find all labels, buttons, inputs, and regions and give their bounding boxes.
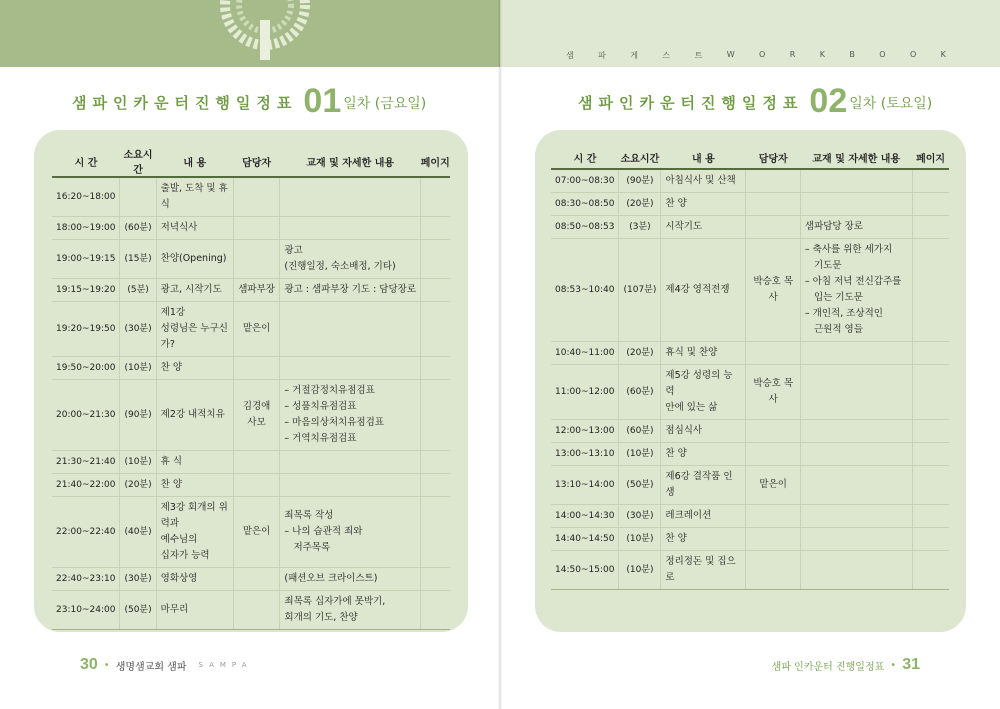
content-line: 제3강 회개의 위력과 — [160, 502, 228, 529]
content-cell — [156, 568, 233, 591]
duration-cell: (10분) — [619, 528, 661, 551]
time-cell: 14:00~14:30 — [551, 505, 619, 528]
time-cell: 08:30~08:50 — [551, 193, 619, 216]
content-line: 휴 식 — [160, 456, 183, 467]
column-header: 페이지 — [912, 146, 949, 169]
page-cell — [912, 342, 949, 365]
table-row — [52, 177, 450, 217]
table-row — [52, 357, 450, 380]
material-cell — [280, 357, 421, 380]
table-row — [52, 474, 450, 497]
left-title-day: 일차 (금요일) — [343, 96, 427, 112]
time-cell: 22:00~22:40 — [52, 497, 120, 568]
leader-cell — [746, 420, 800, 443]
material-cell — [800, 420, 912, 443]
time-cell: 16:20~18:00 — [52, 177, 120, 217]
table-row — [551, 193, 949, 216]
workbook-letter: 파 — [598, 51, 606, 60]
right-schedule-panel — [535, 130, 966, 632]
leader-cell — [746, 169, 800, 193]
leader-cell: 박승호 목사 — [746, 239, 800, 342]
duration-cell: (10분) — [120, 451, 156, 474]
content-cell — [661, 193, 746, 216]
leader-cell — [233, 568, 280, 591]
right-title-main: 샘파인카운터진행일정표 — [578, 94, 804, 112]
content-line: 성령님은 누구신가? — [160, 323, 228, 350]
column-header: 내 용 — [661, 146, 746, 169]
right-title-day-number: 02 — [809, 82, 848, 120]
workbook-letter: 스 — [662, 51, 671, 60]
material-line: 죄목록 십자가에 못박기, — [284, 596, 386, 607]
time-cell: 11:00~12:00 — [551, 365, 619, 420]
leader-cell: 샘파부장 — [233, 279, 280, 302]
material-cell — [800, 505, 912, 528]
duration-cell: (60분) — [619, 420, 661, 443]
material-cell — [280, 177, 421, 217]
material-cell — [280, 591, 421, 630]
left-schedule-table — [52, 146, 450, 630]
material-line: – 마음의상처치유점검표 — [284, 417, 384, 428]
material-cell — [800, 466, 912, 505]
page-cell — [912, 443, 949, 466]
column-header: 교재 및 자세한 내용 — [280, 146, 421, 177]
page-cell — [421, 591, 450, 630]
duration-cell: (5분) — [120, 279, 156, 302]
content-cell — [156, 357, 233, 380]
material-line: – 거역치유점검표 — [284, 433, 357, 444]
header-band-left — [0, 0, 500, 67]
content-cell — [156, 279, 233, 302]
page-cell — [421, 302, 450, 357]
content-line: 광고, 시작기도 — [160, 284, 222, 295]
table-row — [52, 240, 450, 279]
column-header: 소요시간 — [120, 146, 156, 177]
column-header: 시 간 — [551, 146, 619, 169]
duration-cell: (50분) — [619, 466, 661, 505]
table-header-row — [551, 146, 949, 169]
content-line: 정리정돈 및 집으로 — [665, 556, 736, 583]
duration-cell: (60분) — [619, 365, 661, 420]
workbook-letter: K — [819, 50, 825, 59]
leader-cell — [746, 505, 800, 528]
column-header: 교재 및 자세한 내용 — [800, 146, 912, 169]
decorative-crown-icon — [210, 0, 320, 67]
duration-cell: (30분) — [120, 302, 156, 357]
table-row — [551, 466, 949, 505]
duration-cell — [120, 177, 156, 217]
table-row — [551, 551, 949, 590]
workbook-letter: W — [726, 50, 735, 59]
content-line: 제1강 — [160, 307, 186, 318]
content-line: 영화상영 — [160, 573, 198, 584]
material-line: – 축사를 위한 세가지 — [804, 244, 893, 255]
material-cell — [800, 342, 912, 365]
leader-cell: 박승호 목사 — [746, 365, 800, 420]
content-cell — [661, 443, 746, 466]
time-cell: 19:00~19:15 — [52, 240, 120, 279]
workbook-letter: R — [789, 50, 796, 59]
time-cell: 19:15~19:20 — [52, 279, 120, 302]
material-cell — [800, 169, 912, 193]
page-cell — [912, 239, 949, 342]
content-line: 찬 양 — [160, 479, 183, 490]
content-cell — [661, 466, 746, 505]
content-cell — [156, 451, 233, 474]
table-row — [551, 443, 949, 466]
material-cell — [280, 302, 421, 357]
material-cell — [800, 443, 912, 466]
time-cell: 08:50~08:53 — [551, 216, 619, 239]
content-cell — [156, 177, 233, 217]
page-cell — [912, 193, 949, 216]
table-row — [52, 302, 450, 357]
page-cell — [912, 216, 949, 239]
table-row — [52, 451, 450, 474]
table-row — [551, 365, 949, 420]
table-row — [52, 380, 450, 451]
duration-cell: (20분) — [619, 193, 661, 216]
leader-cell — [233, 591, 280, 630]
content-cell — [156, 380, 233, 451]
leader-cell: 맡은이 — [233, 302, 280, 357]
table-row — [551, 528, 949, 551]
content-line: 십자가 능력 — [160, 550, 210, 561]
duration-cell: (30분) — [619, 505, 661, 528]
material-line: 입는 기도문 — [804, 292, 863, 303]
table-row — [551, 342, 949, 365]
time-cell: 07:00~08:30 — [551, 169, 619, 193]
content-cell — [661, 365, 746, 420]
material-line: – 거절감정치유점검표 — [284, 385, 375, 396]
content-cell — [661, 239, 746, 342]
leader-cell: 김경애 사모 — [233, 380, 280, 451]
material-line: – 개인적, 조상적인 — [804, 308, 883, 319]
content-line: 찬 양 — [160, 362, 183, 373]
content-line: 찬 양 — [665, 198, 687, 209]
time-cell: 10:40~11:00 — [551, 342, 619, 365]
right-page-title — [578, 82, 933, 120]
content-line: 제6강 결작품 인생 — [665, 471, 733, 498]
right-schedule-table — [551, 146, 949, 590]
content-cell — [661, 528, 746, 551]
leader-cell — [233, 177, 280, 217]
time-cell: 14:50~15:00 — [551, 551, 619, 590]
table-row — [52, 591, 450, 630]
workbook-letter: 트 — [694, 51, 703, 60]
workbook-letter: K — [940, 50, 946, 59]
table-row — [52, 568, 450, 591]
page-cell — [912, 466, 949, 505]
time-cell: 21:30~21:40 — [52, 451, 120, 474]
table-header-row — [52, 146, 450, 177]
content-cell — [661, 420, 746, 443]
material-cell — [800, 193, 912, 216]
time-cell: 23:10~24:00 — [52, 591, 120, 630]
content-line: 레크레이션 — [665, 510, 712, 521]
time-cell: 08:53~10:40 — [551, 239, 619, 342]
left-page-title — [72, 82, 427, 120]
column-header: 소요시간 — [619, 146, 661, 169]
material-cell — [280, 217, 421, 240]
time-cell: 13:10~14:00 — [551, 466, 619, 505]
leader-cell — [746, 342, 800, 365]
content-cell — [156, 217, 233, 240]
time-cell: 19:50~20:00 — [52, 357, 120, 380]
column-header: 담당자 — [233, 146, 280, 177]
content-line: 찬양(Opening) — [160, 253, 227, 264]
page-cell — [912, 420, 949, 443]
time-cell: 20:00~21:30 — [52, 380, 120, 451]
material-line: 죄목록 작성 — [284, 510, 334, 521]
material-line: – 아침 저녁 전신갑주를 — [804, 276, 902, 287]
content-line: 제4강 영적전쟁 — [665, 284, 730, 295]
material-line: 광고 — [284, 245, 303, 256]
material-cell — [280, 279, 421, 302]
content-cell — [661, 342, 746, 365]
material-cell — [280, 568, 421, 591]
material-line: 근원적 영들 — [804, 324, 863, 335]
material-line: 광고 : 샘파부장 기도 : 담당장로 — [284, 284, 417, 295]
page-cell — [912, 528, 949, 551]
column-header: 시 간 — [52, 146, 120, 177]
duration-cell: (15분) — [120, 240, 156, 279]
duration-cell: (107분) — [619, 239, 661, 342]
content-line: 제2강 내적치유 — [160, 409, 225, 420]
content-cell — [156, 474, 233, 497]
material-line: – 나의 습관적 죄와 — [284, 526, 363, 537]
time-cell: 22:40~23:10 — [52, 568, 120, 591]
workbook-letter: 게 — [630, 51, 639, 60]
content-line: 찬 양 — [665, 448, 687, 459]
left-schedule-panel — [34, 130, 468, 632]
leader-cell — [746, 443, 800, 466]
page-cell — [912, 169, 949, 193]
duration-cell: (10분) — [619, 551, 661, 590]
leader-cell — [233, 357, 280, 380]
left-footer-text: 생명샘교회 샘파 — [115, 661, 187, 673]
material-cell — [280, 497, 421, 568]
leader-cell: 맡은이 — [746, 466, 800, 505]
page-cell — [421, 177, 450, 217]
content-cell — [156, 591, 233, 630]
duration-cell: (90분) — [619, 169, 661, 193]
workbook-letter: 샘 — [566, 51, 574, 60]
material-cell — [800, 551, 912, 590]
right-footer-text: 샘파 인카운터 진행일정표 — [771, 661, 885, 673]
duration-cell: (30분) — [120, 568, 156, 591]
content-line: 제5강 성령의 능력 — [665, 370, 733, 397]
leader-cell — [746, 193, 800, 216]
material-line: 저주목록 — [284, 542, 331, 553]
content-cell — [661, 216, 746, 239]
page-cell — [421, 451, 450, 474]
left-page-number: 30 — [80, 656, 98, 673]
workbook-letter: O — [909, 50, 917, 59]
leader-cell — [233, 240, 280, 279]
leader-cell — [746, 528, 800, 551]
left-footer — [80, 656, 252, 674]
content-line: 저녁식사 — [160, 222, 198, 233]
content-cell — [661, 551, 746, 590]
right-title-day: 일차 (토요일) — [849, 96, 933, 112]
table-row — [52, 497, 450, 568]
left-footer-sampa: SAMPA — [198, 661, 253, 669]
page-cell — [421, 217, 450, 240]
duration-cell: (20분) — [619, 342, 661, 365]
material-cell — [800, 365, 912, 420]
duration-cell: (50분) — [120, 591, 156, 630]
table-row — [52, 217, 450, 240]
content-cell — [156, 497, 233, 568]
material-cell — [280, 380, 421, 451]
time-cell: 12:00~13:00 — [551, 420, 619, 443]
time-cell: 18:00~19:00 — [52, 217, 120, 240]
time-cell: 21:40~22:00 — [52, 474, 120, 497]
page-cell — [421, 474, 450, 497]
material-cell — [800, 216, 912, 239]
leader-cell — [746, 551, 800, 590]
table-row — [551, 216, 949, 239]
right-footer — [772, 656, 920, 674]
left-title-main: 샘파인카운터진행일정표 — [72, 94, 298, 112]
table-row — [551, 239, 949, 342]
page-cell — [421, 497, 450, 568]
table-row — [52, 279, 450, 302]
leader-cell — [233, 451, 280, 474]
page-cell — [421, 279, 450, 302]
page-cell — [421, 380, 450, 451]
duration-cell: (20분) — [120, 474, 156, 497]
column-header: 담당자 — [746, 146, 800, 169]
leader-cell — [746, 216, 800, 239]
page-cell — [421, 240, 450, 279]
duration-cell: (40분) — [120, 497, 156, 568]
content-cell — [156, 302, 233, 357]
duration-cell: (90분) — [120, 380, 156, 451]
leader-cell — [233, 474, 280, 497]
page-cell — [912, 505, 949, 528]
material-cell — [800, 239, 912, 342]
material-cell — [280, 240, 421, 279]
table-row — [551, 169, 949, 193]
duration-cell: (3분) — [619, 216, 661, 239]
material-line: (진행일정, 숙소배정, 기타) — [284, 261, 396, 272]
leader-cell: 맡은이 — [233, 497, 280, 568]
column-header: 내 용 — [156, 146, 233, 177]
material-cell — [280, 451, 421, 474]
material-cell — [280, 474, 421, 497]
content-cell — [156, 240, 233, 279]
material-line: 샘파담당 장로 — [804, 221, 863, 232]
content-line: 점심식사 — [665, 425, 703, 436]
content-line: 예수님의 — [160, 534, 198, 545]
content-line: 출발, 도착 및 휴식 — [160, 183, 228, 210]
book-spine — [498, 0, 502, 709]
content-line: 시작기도 — [665, 221, 703, 232]
workbook-letter: O — [879, 50, 886, 59]
content-line: 아침식사 및 산책 — [665, 175, 736, 186]
content-line: 안에 있는 삶 — [665, 402, 718, 413]
page-cell — [912, 551, 949, 590]
right-page-number: 31 — [902, 656, 920, 673]
time-cell: 14:40~14:50 — [551, 528, 619, 551]
duration-cell: (10분) — [619, 443, 661, 466]
content-line: 휴식 및 찬양 — [665, 347, 718, 358]
column-header: 페이지 — [421, 146, 450, 177]
page-cell — [421, 568, 450, 591]
page-cell — [912, 365, 949, 420]
material-line: – 성품치유점검표 — [284, 401, 357, 412]
material-line: 기도문 — [804, 260, 842, 271]
duration-cell: (10분) — [120, 357, 156, 380]
content-line: 마무리 — [160, 604, 189, 615]
workbook-letter: O — [759, 50, 766, 59]
duration-cell: (60분) — [120, 217, 156, 240]
left-title-day-number: 01 — [303, 82, 342, 120]
material-cell — [800, 528, 912, 551]
time-cell: 13:00~13:10 — [551, 443, 619, 466]
footer-bullet: • — [890, 659, 897, 671]
leader-cell — [233, 217, 280, 240]
content-line: 찬 양 — [665, 533, 687, 544]
table-row — [551, 420, 949, 443]
content-cell — [661, 505, 746, 528]
material-line: 회개의 기도, 찬양 — [284, 612, 358, 623]
table-row — [551, 505, 949, 528]
content-cell — [661, 169, 746, 193]
workbook-letter: B — [849, 50, 855, 59]
workbook-header — [566, 50, 946, 61]
page-cell — [421, 357, 450, 380]
footer-bullet: • — [103, 659, 110, 671]
material-line: (패션오브 크라이스트) — [284, 573, 378, 584]
time-cell: 19:20~19:50 — [52, 302, 120, 357]
